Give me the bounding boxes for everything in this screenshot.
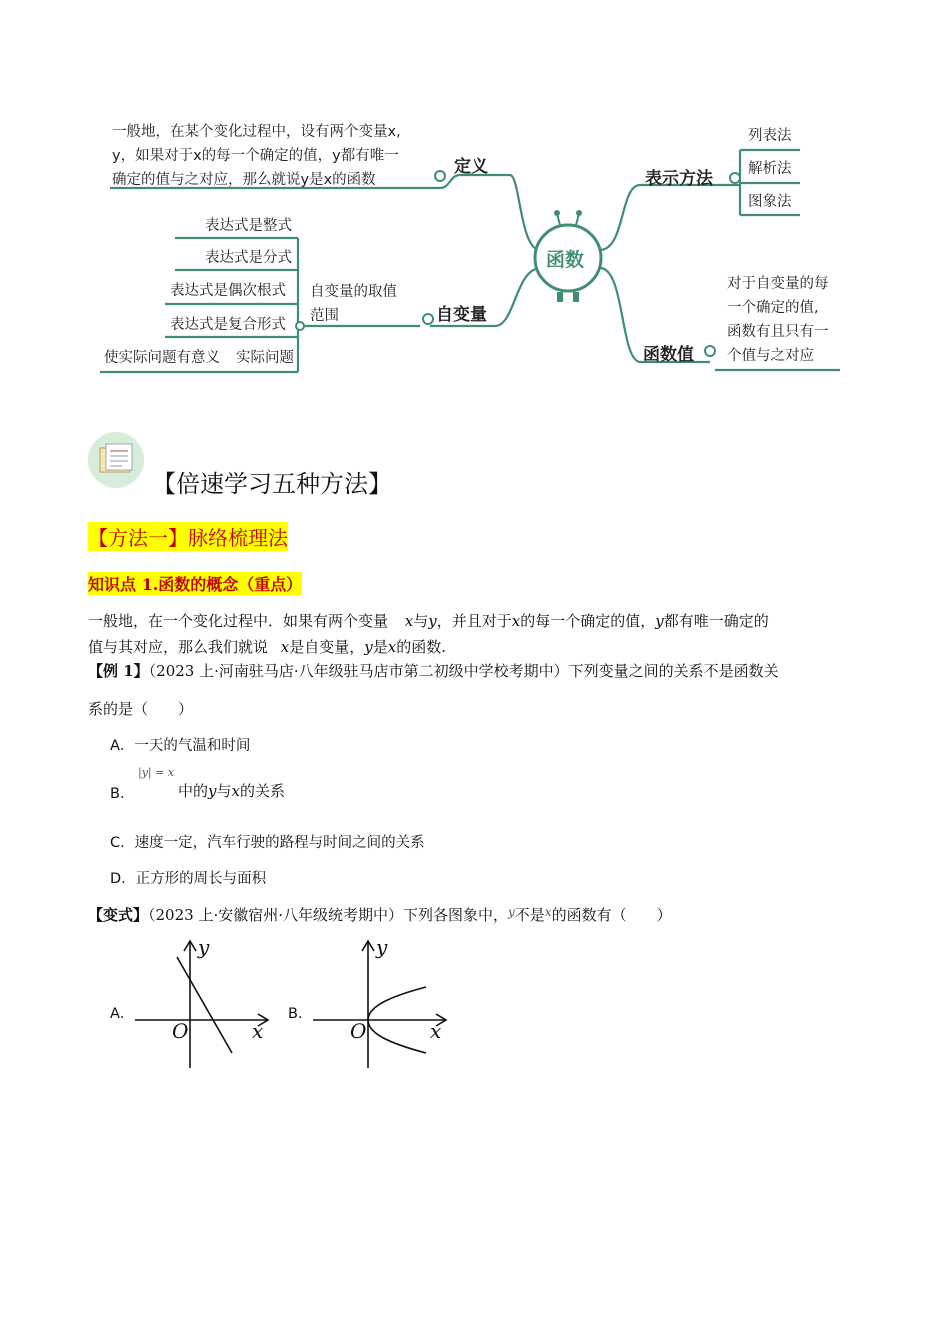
var-x: x <box>544 905 552 919</box>
variable-title: 自变量 <box>436 305 487 325</box>
var-x: x <box>387 638 397 656</box>
value-line: 对于自变量的每 <box>727 276 829 292</box>
graph-b-label[interactable]: B． <box>288 1006 313 1022</box>
concept-text: 的每一个确定的值， <box>520 612 656 630</box>
representation-title: 表示方法 <box>645 169 713 189</box>
example1-tag: 【例 1】 <box>88 662 149 680</box>
graph-a-label[interactable]: A． <box>110 1006 135 1022</box>
definition-text <box>112 120 401 192</box>
variant-text: （2023 上·安徽宿州·八年级统考期中）下列各图象中， <box>148 906 508 924</box>
var-y: y <box>655 612 664 630</box>
var-y: y <box>208 782 217 800</box>
value-line: 一个确定的值, <box>727 300 819 316</box>
variable-sub <box>310 280 397 328</box>
graph-b-y-label: y <box>376 935 388 959</box>
option-a[interactable]: A．一天的气温和时间 <box>110 738 251 754</box>
var-y: y <box>508 905 515 919</box>
variant-text: 不是 <box>514 906 545 924</box>
example1 <box>88 658 888 722</box>
method1-heading: 【方法一】脉络梳理法 <box>88 522 288 551</box>
option-b-formula: |y| = x <box>138 766 175 779</box>
graph-a-origin: O <box>172 1019 189 1043</box>
example1-text: （2023 上·河南驻马店·八年级驻马店市第二初级中学校考期中）下列变量之间的关系不是函数关 <box>148 662 779 680</box>
definition-line: y，如果对于x的每一个确定的值，y都有唯一 <box>112 148 399 164</box>
variant <box>88 899 888 928</box>
concept-text: 值与其对应，那么我们就说 <box>88 638 269 656</box>
var-x: x <box>231 782 240 800</box>
var-x: x <box>280 638 290 656</box>
representation-item: 解析法 <box>748 161 792 177</box>
variable-item: 表达式是分式 <box>205 250 292 266</box>
value-text <box>727 272 829 368</box>
var-x: x <box>511 612 521 630</box>
concept-text: 是自变量， <box>289 638 365 656</box>
variant-tag: 【变式】 <box>88 906 149 924</box>
option-b[interactable] <box>110 782 134 803</box>
example1-line <box>88 658 888 684</box>
value-line: 个值与之对应 <box>727 348 814 364</box>
variable-practical-right: 实际问题 <box>236 350 294 366</box>
option-c[interactable]: C．速度一定，汽车行驶的路程与时间之间的关系 <box>110 835 425 851</box>
option-b-text-part: 的关系 <box>239 782 285 800</box>
point1-heading: 知识点 1.函数的概念（重点） <box>88 572 302 595</box>
variable-sub-line: 范围 <box>310 308 339 324</box>
var-x: x <box>404 612 414 630</box>
representation-item: 图象法 <box>748 194 792 210</box>
option-b-text-part: 与 <box>216 782 232 800</box>
option-b-text <box>178 778 285 804</box>
graph-b <box>308 935 453 1075</box>
option-b-label: B． <box>110 786 135 802</box>
example1-text2: 系的是（ ） <box>88 700 194 718</box>
option-d[interactable]: D．正方形的周长与面积 <box>110 871 267 887</box>
value-title: 函数值 <box>643 345 694 365</box>
concept-text: 一般地，在一个变化过程中．如果有两个变量 <box>88 612 389 630</box>
var-y: y <box>428 612 437 630</box>
section-title: 【倍速学习五种方法】 <box>152 470 392 498</box>
concept-text: 与 <box>413 612 429 630</box>
concept-text: 是 <box>372 638 388 656</box>
definition-line: 一般地，在某个变化过程中，设有两个变量x, <box>112 124 401 140</box>
graph-b-x-label: x <box>430 1019 442 1043</box>
concept-text: 的函数. <box>396 638 447 656</box>
variable-item: 表达式是偶次根式 <box>170 283 286 299</box>
definition-title: 定义 <box>454 157 488 177</box>
notes-icon <box>88 432 144 488</box>
variable-item: 表达式是复合形式 <box>170 317 286 333</box>
mind-map <box>0 100 950 390</box>
graph-b-origin: O <box>350 1019 367 1043</box>
variant-text: 的函数有（ ） <box>551 906 672 924</box>
representation-item: 列表法 <box>748 128 792 144</box>
graph-a-y-label: y <box>198 935 210 959</box>
var-y: y <box>364 638 373 656</box>
variable-item: 表达式是整式 <box>205 218 292 234</box>
concept-line-2 <box>88 634 888 660</box>
value-line: 函数有且只有一 <box>727 324 829 340</box>
concept-text: 都有唯一确定的 <box>663 612 769 630</box>
concept-text: ，并且对于 <box>436 612 512 630</box>
variable-practical-left: 使实际问题有意义 <box>104 350 220 366</box>
concept-paragraph <box>88 608 888 660</box>
concept-line-1 <box>88 608 888 634</box>
variable-sub-line: 自变量的取值 <box>310 284 397 300</box>
option-b-text-part: 中的 <box>178 782 209 800</box>
graph-a-x-label: x <box>252 1019 264 1043</box>
graph-a <box>130 935 275 1075</box>
definition-line: 确定的值与之对应，那么就说y是x的函数 <box>112 172 376 188</box>
center-title: 函数 <box>546 249 585 271</box>
